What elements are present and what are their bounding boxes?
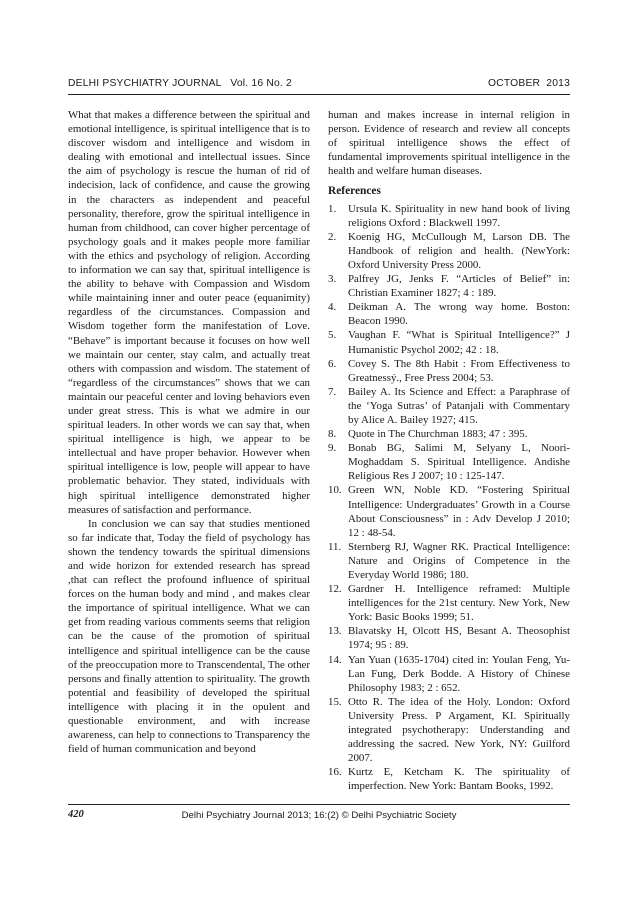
reference-item: 13. Blavatsky H, Olcott HS, Besant A. Theosophist 1974; 95 : 89. [328, 625, 570, 652]
page-footer [68, 809, 570, 823]
reference-item: 4. Deikman A. The wrong way home. Boston: Beacon 1990. [328, 301, 570, 328]
reference-item: 5. Vaughan F. “What is Spiritual Intelligence?” J Humanistic Psychol 2002; 42 : 18. [328, 329, 570, 356]
reference-item: 9. Bonab BG, Salimi M, Selyany L, Noori-Moghaddam S. Spiritual Intelligence. Andishe Religious Res J 2007; 10 : 125-147. [328, 442, 570, 483]
reference-item: 1. Ursula K. Spirituality in new hand book of living religions Oxford : Blackwell 1997. [328, 202, 570, 229]
body-paragraph-2: In conclusion we can say that studies mentioned so far indicate that, Today the field of psychology has shown the tendency towards the spiritual dimensions and wide horizon for extended research has spread ,that can reflect the profound influence of spiritual forces on the human body and mind , and makes clear the importance of spiritual intelligence. What we can get from reading various comments seems that religion can be the cause of the promotion of spiritual intelligence and spiritual intelligence can be the cause of the preoccupation more to Transcendental, The other persons and finally attention to spirituality. The growth potential and feasibility of developed the spiritual intelligence with placing it in the opulent and questionable environment, and with increase awareness, can help to connections to Transparency the field of human communication and beyond [68, 517, 310, 756]
references-heading: References [328, 185, 381, 198]
reference-item: 2. Koenig HG, McCullough M, Larson DB. The Handbook of religion and health. (NewYork: Oxford University Press 2000. [328, 230, 570, 271]
reference-item: 14. Yan Yuan (1635-1704) cited in: Youlan Feng, Yu-Lan Fung, Derk Bodde. A History of Chinese Philosophy 1983; 2 : 652. [328, 653, 570, 694]
reference-item: 16. Kurtz E, Ketcham K. The spirituality of imperfection. New York: Bantam Books, 1992. [328, 766, 570, 793]
continuation-paragraph: human and makes increase in internal religion in person. Evidence of research and review all concepts of spiritual intelligence shows the effect of fundamental improvements spiritual intelligence in the health and welfare human diseases. [328, 109, 570, 178]
footer-rule [68, 804, 570, 805]
reference-item: 3. Palfrey JG, Jenks F. “Articles of Belief” in: Christian Examiner 1827; 4 : 189. [328, 273, 570, 300]
reference-item: 12. Gardner H. Intelligence reframed: Multiple intelligences for the 21st century. New York, New York: Basic Books 1999; 51. [328, 583, 570, 624]
body-paragraph-1: What that makes a difference between the spiritual and emotional intelligence, is spiritual intelligence that is to discover wisdom and intelligence and wisdom in dealing with emotional and intellectual issues. Since the aim of psychology is rescue the human of rid of indecision, lack of confidence, and cause the growing in the characters as independent and peaceful personality, therefore, grow the spiritual intelligence in human from childhood, can cover higher percentage of psychology goals and it makes people more familiar with the ethics and psychology of religion. According to information we can say that, spiritual intelligence is the ability to behave with Compassion and Wisdom while maintaining inner and outer peace (equanimity) regardless of the circumstances. Compassion and Wisdom together form the manifestation of Love. “Behave” is important because it focuses on how well we maintain our center, stay calm, and actually treat others with compassion and wisdom. The statement of “regardless of the circumstances” shows that we can maintain our peaceful center and loving behaviors even under great stress. This is what we admire in our spiritual leaders. In other words we can say that, when spiritual intelligence is high, we appear to be intellectual and have proper behavior. However when spiritual intelligence is low, people will appear to have problematic behavior. They stated, individuals with high spiritual intelligence demonstrated higher measures of satisfaction and performance. [68, 109, 310, 516]
reference-item: 7. Bailey A. Its Science and Effect: a Paraphrase of the ‘Yoga Sutras’ of Patanjali with Commentary by Alice A. Bailey 1927; 415. [328, 385, 570, 426]
reference-item: 8. Quote in The Churchman 1883; 47 : 395. [328, 428, 528, 441]
reference-item: 6. Covey S. The 8th Habit : From Effectiveness to Greatnessý., Free Press 2004; 53. [328, 357, 570, 384]
header-rule [68, 94, 570, 95]
running-header [68, 78, 570, 92]
journal-citation: Delhi Psychiatry Journal 2013; 16:(2) © Delhi Psychiatric Society [181, 810, 457, 821]
issue-date: OCTOBER 2013 [488, 78, 570, 89]
reference-item: 15. Otto R. The idea of the Holy. London: Oxford University Press. P Argament, KI. Spiritually integrated psychotherapy: Understanding and addressing the sacred. New York, NY: Guilford 2007. [328, 695, 570, 765]
left-column [68, 108, 310, 756]
journal-title: DELHI PSYCHIATRY JOURNAL Vol. 16 No. 2 [68, 78, 292, 89]
reference-item: 10. Green WN, Noble KD. “Fostering Spiritual Intelligence: Undergraduates’ Growth in a Course About Consciousness” in : Adv Develop J 2010; 12 : 48-54. [328, 484, 570, 539]
reference-list [328, 202, 570, 794]
right-column [328, 108, 570, 794]
page-number: 420 [68, 809, 84, 820]
reference-item: 11. Sternberg RJ, Wagner RK. Practical Intelligence: Nature and Origins of Competence in the Everyday World 1986; 180. [328, 540, 570, 581]
